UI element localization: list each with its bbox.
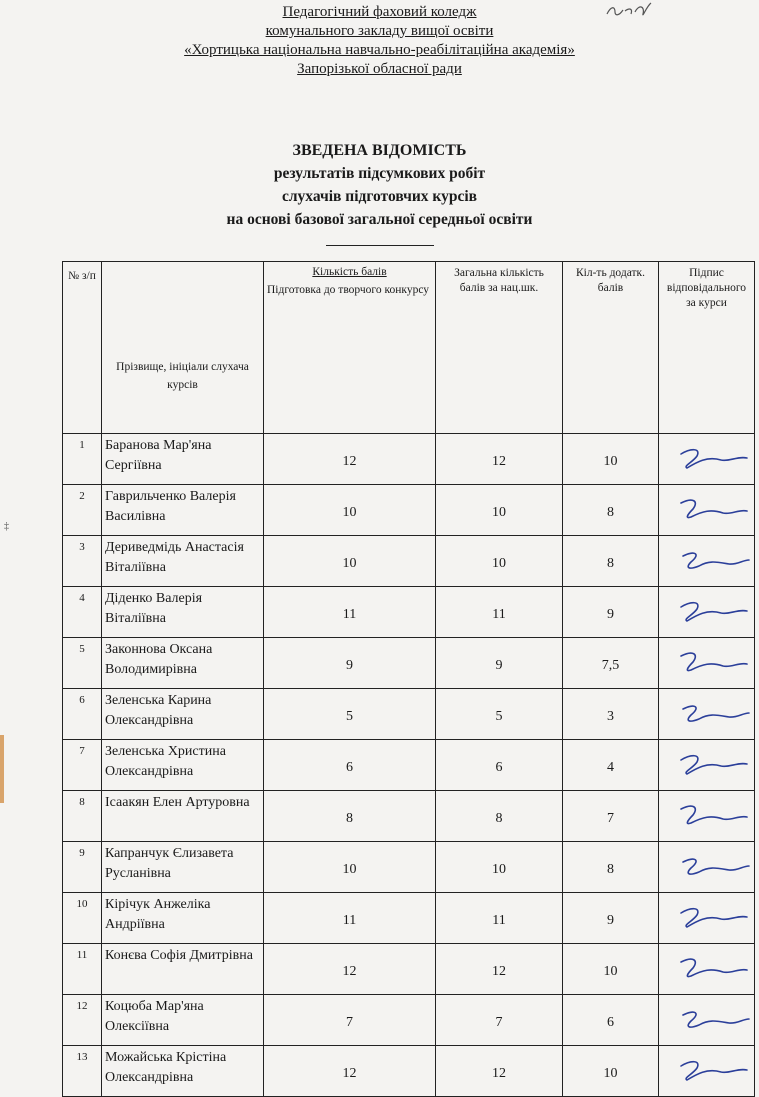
total-points-cell [436, 587, 563, 638]
total-points-cell [436, 638, 563, 689]
total-points: 12 [492, 1066, 506, 1081]
row-number-cell [63, 842, 102, 893]
signature-cell [659, 689, 755, 740]
creative-prep-points-cell [264, 893, 436, 944]
student-name: Можайська Крістіна Олександрівна [105, 1050, 227, 1085]
row-number: 6 [79, 694, 85, 706]
student-name: Зеленська Карина Олександрівна [105, 693, 212, 728]
signature-cell [659, 587, 755, 638]
handwritten-signature-icon [677, 1007, 753, 1033]
results-table [62, 261, 755, 1097]
total-points: 7 [495, 1015, 503, 1030]
student-name-cell [102, 893, 264, 944]
document-title-block [0, 140, 759, 246]
student-name-cell [102, 791, 264, 842]
extra-points: 10 [603, 964, 618, 979]
creative-prep-points-cell [264, 944, 436, 995]
table-row [63, 995, 755, 1046]
creative-prep-points: 12 [342, 1066, 357, 1081]
handwritten-initials-icon [605, 2, 653, 20]
student-name-cell [102, 842, 264, 893]
total-points: 11 [492, 913, 506, 928]
total-points: 12 [492, 454, 506, 469]
extra-points-cell [563, 791, 659, 842]
creative-prep-points: 10 [342, 505, 357, 520]
creative-prep-points: 9 [346, 658, 353, 673]
header-number: № з/п [63, 262, 102, 434]
extra-points-cell [563, 536, 659, 587]
row-number-cell [63, 587, 102, 638]
row-number: 7 [79, 745, 85, 757]
row-number-cell [63, 1046, 102, 1097]
total-points-cell [436, 740, 563, 791]
total-points-cell [436, 536, 563, 587]
table-row [63, 944, 755, 995]
total-points: 12 [492, 964, 506, 979]
student-name-cell [102, 1046, 264, 1097]
creative-prep-points-cell [264, 689, 436, 740]
handwritten-signature-icon [677, 1058, 753, 1084]
extra-points: 4 [607, 760, 614, 775]
student-name: Капранчук Єлизавета Русланівна [105, 846, 234, 881]
header-total-points: Загальна кількість балів за нац.шк. [436, 262, 563, 434]
total-points-cell [436, 1046, 563, 1097]
creative-prep-points: 10 [342, 556, 357, 571]
document-subtitle-3: на основі базової загальної середньої освіти [226, 211, 533, 228]
creative-prep-points-cell [264, 485, 436, 536]
student-name-cell [102, 638, 264, 689]
handwritten-signature-icon [677, 497, 753, 523]
row-number: 11 [76, 949, 88, 961]
creative-prep-points-cell [264, 587, 436, 638]
extra-points-cell [563, 740, 659, 791]
edge-sticker [0, 735, 4, 803]
extra-points-cell [563, 1046, 659, 1097]
row-number-cell [63, 893, 102, 944]
row-number: 5 [79, 643, 85, 655]
creative-prep-points-cell [264, 638, 436, 689]
table-row [63, 1046, 755, 1097]
student-name: Зеленська Христина Олександрівна [105, 744, 226, 779]
signature-cell [659, 791, 755, 842]
table-row [63, 587, 755, 638]
total-points: 8 [495, 811, 503, 826]
extra-points: 9 [607, 607, 614, 622]
creative-prep-points: 6 [346, 760, 353, 775]
extra-points-cell [563, 842, 659, 893]
student-name: Гаврильченко Валерія Василівна [105, 489, 236, 524]
table-row [63, 791, 755, 842]
signature-cell [659, 740, 755, 791]
total-points: 10 [492, 505, 506, 520]
signature-cell [659, 434, 755, 485]
table-row [63, 842, 755, 893]
student-name: Дериведмідь Анастасія Віталіївна [105, 540, 244, 575]
table-row [63, 689, 755, 740]
extra-points: 7,5 [601, 658, 620, 673]
creative-prep-points: 5 [346, 709, 353, 724]
extra-points: 9 [607, 913, 614, 928]
extra-points-cell [563, 638, 659, 689]
total-points: 10 [492, 862, 506, 877]
row-number-cell [63, 791, 102, 842]
table-row [63, 638, 755, 689]
extra-points: 8 [607, 505, 614, 520]
total-points: 6 [495, 760, 503, 775]
extra-points-cell [563, 893, 659, 944]
extra-points: 10 [603, 454, 618, 469]
signature-cell [659, 485, 755, 536]
total-points-cell [436, 842, 563, 893]
creative-prep-points-cell [264, 791, 436, 842]
total-points-cell [436, 689, 563, 740]
row-number: 4 [79, 592, 85, 604]
row-number-cell [63, 485, 102, 536]
signature-cell [659, 1046, 755, 1097]
header-creative-prep [264, 283, 436, 434]
student-name-cell [102, 434, 264, 485]
document-title: ЗВЕДЕНА ВІДОМІСТЬ [292, 142, 467, 159]
student-name: Коцюба Мар'яна Олексіївна [105, 999, 204, 1034]
signature-cell [659, 995, 755, 1046]
row-number-cell [63, 740, 102, 791]
row-number-cell [63, 536, 102, 587]
student-name-cell [102, 995, 264, 1046]
row-number: 10 [76, 898, 88, 910]
margin-mark: ‡ [4, 521, 9, 532]
total-points-cell [436, 791, 563, 842]
creative-prep-points-cell [264, 536, 436, 587]
handwritten-signature-icon [677, 752, 753, 778]
row-number: 1 [79, 439, 85, 451]
student-name: Законнова Оксана Володимирівна [105, 642, 213, 677]
handwritten-signature-icon [677, 446, 753, 472]
handwritten-signature-icon [677, 701, 753, 727]
student-name: Діденко Валерія Віталіївна [105, 591, 203, 626]
header-student-name [102, 262, 264, 434]
handwritten-signature-icon [677, 803, 753, 829]
title-underline [326, 245, 434, 246]
row-number-cell [63, 689, 102, 740]
extra-points-cell [563, 485, 659, 536]
document-subtitle-1: результатів підсумкових робіт [273, 165, 486, 182]
extra-points-cell [563, 689, 659, 740]
extra-points-cell [563, 944, 659, 995]
total-points: 10 [492, 556, 506, 571]
signature-cell [659, 536, 755, 587]
handwritten-signature-icon [677, 650, 753, 676]
handwritten-signature-icon [677, 905, 753, 931]
student-name-cell [102, 536, 264, 587]
row-number-cell [63, 434, 102, 485]
header-extra-points: Кіл-ть додатк. балів [563, 262, 659, 434]
student-name-cell [102, 587, 264, 638]
creative-prep-points: 7 [346, 1015, 353, 1030]
header-student-name-text: Прізвище, ініціали слухача курсів [116, 360, 249, 391]
student-name-cell [102, 740, 264, 791]
table-row [63, 485, 755, 536]
total-points-cell [436, 944, 563, 995]
institution-name: Педагогічний фаховий коледж [282, 4, 477, 20]
total-points-cell [436, 434, 563, 485]
table-row [63, 893, 755, 944]
handwritten-signature-icon [677, 854, 753, 880]
total-points: 11 [492, 607, 506, 622]
creative-prep-points-cell [264, 740, 436, 791]
document-subtitle-2: слухачів підготовчих курсів [281, 188, 478, 205]
row-number: 9 [79, 847, 85, 859]
signature-cell [659, 638, 755, 689]
extra-points-cell [563, 995, 659, 1046]
academy-name: «Хортицька національна навчально-реабілітаційна академія» [184, 42, 575, 58]
student-name: Баранова Мар'яна Сергіївна [105, 438, 212, 473]
row-number: 3 [79, 541, 85, 553]
creative-prep-points: 11 [342, 913, 357, 928]
signature-cell [659, 842, 755, 893]
row-number: 2 [79, 490, 85, 502]
total-points: 5 [495, 709, 503, 724]
table-row [63, 536, 755, 587]
creative-prep-points-cell [264, 1046, 436, 1097]
extra-points: 10 [603, 1066, 618, 1081]
total-points-cell [436, 485, 563, 536]
extra-points: 8 [607, 556, 614, 571]
table-row [63, 740, 755, 791]
student-name: Ісаакян Елен Артуровна [105, 795, 250, 810]
header-points-group: Кількість балів [264, 262, 436, 283]
student-name: Конєва Софія Дмитрівна [105, 948, 253, 963]
handwritten-signature-icon [677, 548, 753, 574]
institution-subtitle: комунального закладу вищої освіти [265, 23, 494, 39]
extra-points: 6 [607, 1015, 614, 1030]
row-number: 12 [76, 1000, 88, 1012]
extra-points: 3 [607, 709, 614, 724]
signature-cell [659, 893, 755, 944]
handwritten-signature-icon [677, 956, 753, 982]
extra-points: 8 [607, 862, 614, 877]
header-signature: Підпис відповідального за курси [659, 262, 755, 434]
region-council: Запорізької обласної ради [297, 61, 462, 77]
total-points: 9 [495, 658, 503, 673]
table-row [63, 434, 755, 485]
creative-prep-points-cell [264, 995, 436, 1046]
row-number: 13 [76, 1051, 88, 1063]
row-number-cell [63, 638, 102, 689]
header-creative-prep-text: Підготовка до творчого конкурсу [267, 283, 430, 296]
extra-points-cell [563, 587, 659, 638]
extra-points: 7 [607, 811, 614, 826]
student-name-cell [102, 689, 264, 740]
student-name-cell [102, 485, 264, 536]
handwritten-signature-icon [677, 599, 753, 625]
row-number-cell [63, 944, 102, 995]
creative-prep-points: 11 [342, 607, 357, 622]
student-name-cell [102, 944, 264, 995]
total-points-cell [436, 995, 563, 1046]
row-number: 8 [79, 796, 85, 808]
student-name: Кірічук Анжеліка Андріївна [105, 897, 211, 932]
creative-prep-points-cell [264, 434, 436, 485]
creative-prep-points: 10 [342, 862, 357, 877]
total-points-cell [436, 893, 563, 944]
creative-prep-points: 8 [346, 811, 353, 826]
creative-prep-points-cell [264, 842, 436, 893]
creative-prep-points: 12 [342, 454, 357, 469]
extra-points-cell [563, 434, 659, 485]
row-number-cell [63, 995, 102, 1046]
creative-prep-points: 12 [342, 964, 357, 979]
signature-cell [659, 944, 755, 995]
